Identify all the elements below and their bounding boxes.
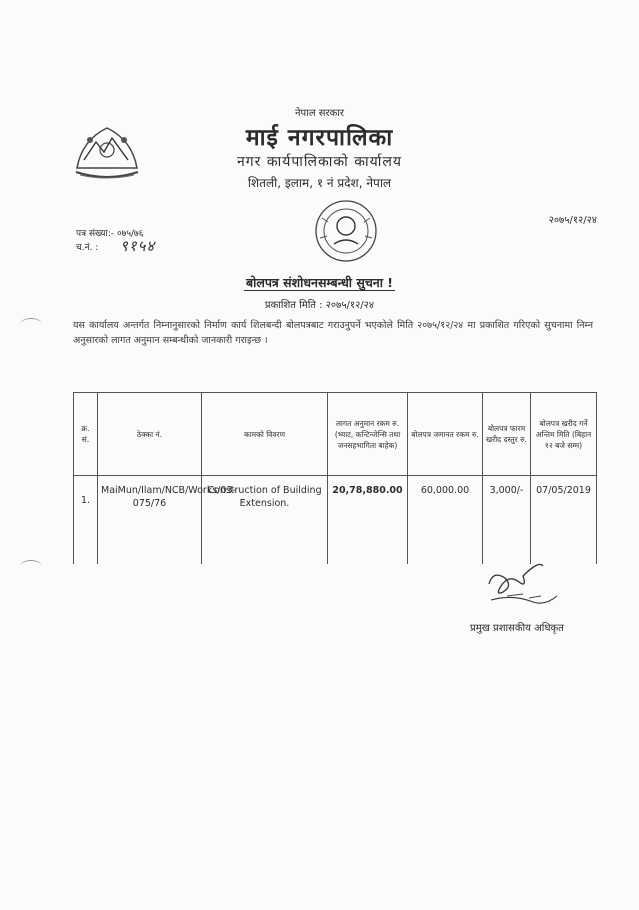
published-date: प्रकाशित मिति : २०७५/१२/२४ <box>264 300 375 311</box>
header-sn: क्र. सं. <box>74 393 98 476</box>
cell-bid-security: 60,000.00 <box>408 476 483 565</box>
dispatch-number: ९१५४ <box>120 237 156 255</box>
office-address: शितली, इलाम, १ नं प्रदेश, नेपाल <box>247 176 392 190</box>
signatory-title: प्रमुख प्रशासकीय अधिकृत <box>470 623 564 634</box>
bid-table <box>73 392 597 564</box>
letter-date: २०७५/१२/२४ <box>548 215 597 226</box>
cell-form-fee: 3,000/- <box>483 476 531 565</box>
table-row <box>74 476 597 565</box>
notice-body: यस कार्यालय अन्तर्गत निम्नानुसारको निर्माण कार्य शिलबन्दी बोलपत्रबाट गराउनुपर्ने भएकोले मिति २०७५/१२/२४ मा प्रकाशित गरिएको सुचनामा निम्न अनुसारको लागत अनुमान सम्बन्धीको जानकारी गराइन्छ । <box>73 320 593 346</box>
cell-contract-no: MaiMun/Ilam/NCB/Works/03-075/76 <box>98 476 202 565</box>
cell-last-date: 07/05/2019 <box>531 476 597 565</box>
cell-description: Construction of Building Extension. <box>202 476 328 565</box>
letter-number: पत्र संख्या:- ०७५/७६ <box>76 229 144 239</box>
municipality-name: माई नगरपालिका <box>245 125 394 151</box>
header-cost-estimate: लागत अनुमान रकम रु. (भ्याट, कन्टिन्जेन्सि तथा जनसहभागिता बाहेक) <box>328 393 408 476</box>
header-form-fee: बोलपत्र फारम खरीद दस्तुर रु. <box>483 393 531 476</box>
government-name: नेपाल सरकार <box>295 108 344 119</box>
notice-title-text: बोलपत्र संशोधनसम्बन्धी सुचना ! <box>245 275 394 290</box>
punch-hole-mark <box>20 560 42 573</box>
notice-title <box>0 274 639 291</box>
punch-hole-mark <box>20 318 42 331</box>
table-header-row <box>74 393 597 476</box>
office-name: नगर कार्यपालिकाको कार्यालय <box>237 154 402 170</box>
header-last-date: बोलपत्र खरीद गर्ने अन्तिम मिति (बिहान १२ बजे सम्म) <box>531 393 597 476</box>
dispatch-label: च.नं. : <box>76 243 99 253</box>
handwritten-signature <box>483 556 563 614</box>
header-contract-no: ठेक्का नं. <box>98 393 202 476</box>
header-bid-security: बोलपत्र जमानत रकम रु. <box>408 393 483 476</box>
cell-cost-estimate: 20,78,880.00 <box>328 476 408 565</box>
cell-sn: 1. <box>74 476 98 565</box>
header-description: कामको विवरण <box>202 393 328 476</box>
municipality-seal-icon <box>300 198 392 264</box>
